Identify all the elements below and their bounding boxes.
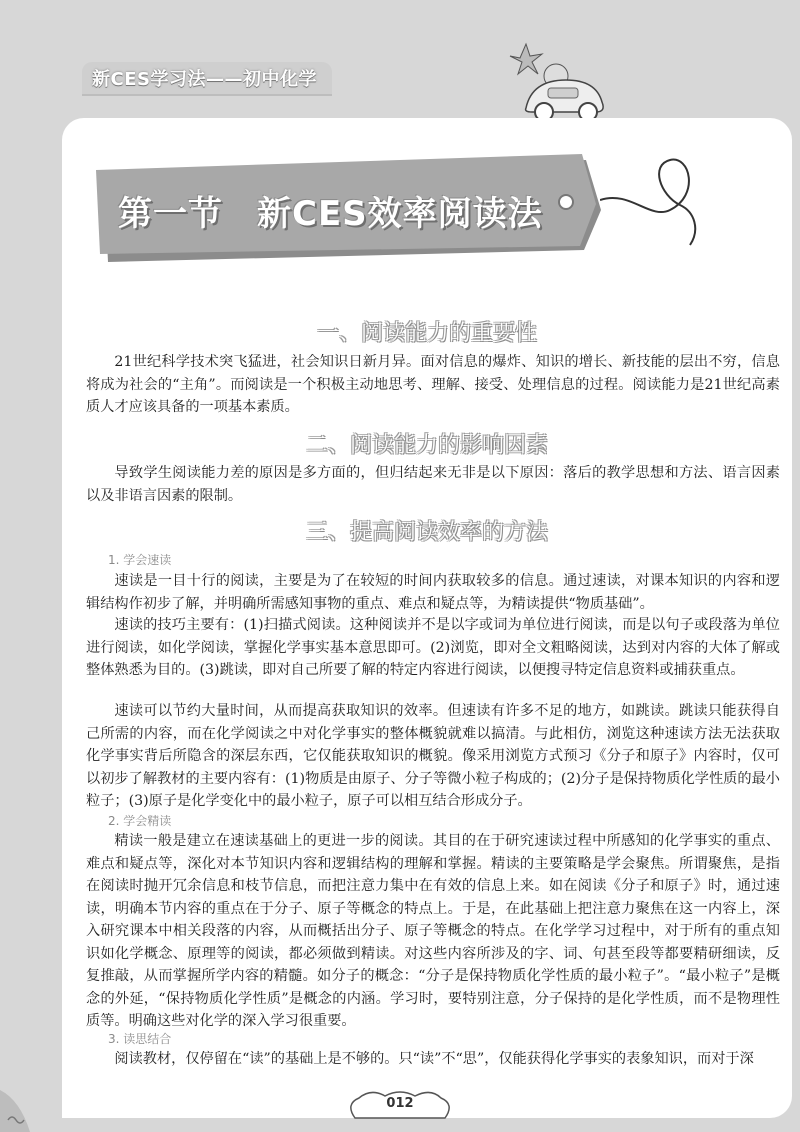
- subsection-label: 1. 学会速读: [108, 553, 172, 567]
- subsection-label: 2. 学会精读: [108, 814, 172, 828]
- corner-decoration-icon: [0, 1080, 60, 1132]
- paragraph: 速读可以节约大量时间，从而提高获取知识的效率。但速读有许多不足的地方，如跳读。跳读只能获得自己所需的内容，而在化学阅读之中对化学事实的整体概貌就难以搞清。与此相仿，浏览这种速读方法无法获取化学事实背后所隐含的深层东西，它仅能获取知识的概貌。像采用浏览方式预习《分子和原子》内容时，仅可以初步了解教材的主要内容有：(1)物质是由原子、分子等微小粒子构成的；(2)分子是保持物质化学性质的最小粒子；(3)原子是化学变化中的最小粒子，原子可以相互结合形成分子。: [86, 703, 780, 809]
- paragraph: 速读的技巧主要有：(1)扫描式阅读。这种阅读并不是以字或词为单位进行阅读，而是以句子或段落为单位进行阅读，如化学阅读，掌握化学事实基本意思即可。(2)浏览，即对全文粗略阅读，达到对内容的大体了解或整体熟悉为目的。(3)跳读，即对自己所要了解的特定内容进行阅读，以便搜寻特定信息资料或捕获重点。: [86, 617, 780, 678]
- paragraph: 21世纪科学技术突飞猛进，社会知识日新月异。面对信息的爆炸、知识的增长、新技能的层出不穷，信息将成为社会的“主角”。而阅读是一个积极主动地思考、理解、接受、处理信息的过程。阅读能力是21世纪高素质人才应该具备的一项基本素质。: [86, 354, 780, 415]
- section-heading: 一、阅读能力的重要性: [316, 321, 537, 346]
- paragraph: 速读是一目十行的阅读，主要是为了在较短的时间内获取较多的信息。通过速读，对课本知识的内容和逻辑结构作初步了解，并明确所需感知事物的重点、难点和疑点等，为精读提供“物质基础”。: [86, 573, 780, 612]
- paragraph: 精读一般是建立在速读基础上的更进一步的阅读。其目的在于研究速读过程中所感知的化学事实的重点、难点和疑点等，深化对本节知识内容和逻辑结构的理解和掌握。精读的主要策略是学会聚焦。所谓聚焦，是指在阅读时抛开冗余信息和枝节信息，而把注意力集中在有效的信息上来。如在阅读《分子和原子》时，通过速读，明确本节内容的重点在于分子、原子等概念的特点上。于是，在此基础上把注意力聚焦在这一内容上，深入研究课本中相关段落的内容，从而概括出分子、原子等概念的特点。在化学学习过程中，对于所有的重点知识如化学概念、原理等的阅读，都必须做到精读。对这些内容所涉及的字、词、句甚至段等都要精研细读，反复推敲，从而掌握所学内容的精髓。如分子的概念：“分子是保持物质化学性质的最小粒子”。“最小粒子”是概念的外延，“保持物质化学性质”是概念的内涵。学习时，要特别注意，分子保持的是化学性质，而不是物理性质等。明确这些对化学的深入学习很重要。: [86, 833, 780, 1029]
- section-heading: 三、提高阅读效率的方法: [305, 520, 548, 545]
- book-title: 新CES学习法——初中化学: [92, 69, 317, 90]
- paragraph: 导致学生阅读能力差的原因是多方面的，但归结起来无非是以下原因：落后的教学思想和方法、语言因素以及非语言因素的限制。: [86, 465, 780, 504]
- chapter-title: 第一节 新CES效率阅读法: [118, 194, 543, 234]
- string-swirl-icon: [600, 150, 710, 260]
- subsection-label: 3. 读思结合: [108, 1032, 172, 1046]
- paragraph: 阅读教材，仅停留在“读”的基础上是不够的。只“读”不“思”，仅能获得化学事实的表象知识，而对于深: [114, 1051, 754, 1067]
- page-number: 012: [386, 1096, 414, 1111]
- car-cartoon-icon: [500, 28, 620, 128]
- section-heading: 二、阅读能力的影响因素: [305, 433, 548, 458]
